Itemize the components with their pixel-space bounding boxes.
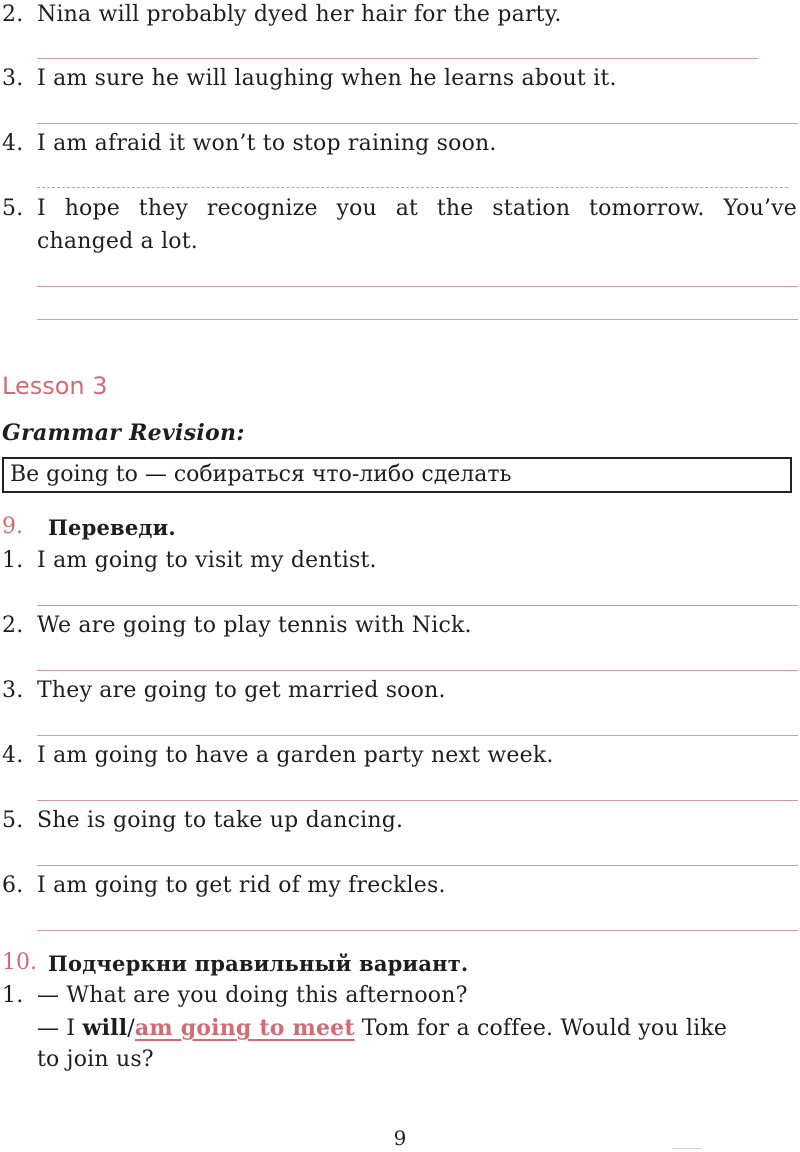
item-text: I am afraid it won’t to stop raining soon.	[37, 131, 497, 156]
dialogue-line: to join us?	[37, 1047, 154, 1072]
option-am-going-to-meet[interactable]: am going to meet	[134, 1015, 355, 1041]
item-number: 4.	[2, 743, 24, 768]
dialogue-text: Tom for a coffee. Would you like	[354, 1016, 728, 1041]
item-text: I hope they recognize you at the station tomorrow. You’ve	[37, 196, 797, 221]
item-number: 3.	[2, 678, 24, 703]
answer-line[interactable]	[37, 187, 788, 188]
exercise-heading: Подчеркни правильный вариант.	[48, 951, 469, 976]
item-text: I am going to get rid of my freckles.	[37, 873, 446, 898]
item-number: 3.	[2, 66, 24, 91]
dialogue-line	[37, 1015, 727, 1041]
dialogue-text: — I	[37, 1016, 83, 1041]
item-number: 6.	[2, 873, 24, 898]
item-text-continued: changed a lot.	[37, 229, 198, 254]
answer-line[interactable]	[37, 865, 798, 866]
answer-line[interactable]	[37, 605, 798, 606]
item-number: 1.	[2, 983, 24, 1008]
dialogue-line: — What are you doing this afternoon?	[37, 983, 468, 1008]
answer-line[interactable]	[37, 286, 798, 287]
item-number: 5.	[2, 808, 24, 833]
answer-line[interactable]	[37, 58, 758, 59]
option-will[interactable]: will	[82, 1015, 128, 1041]
exercise-number: 9.	[2, 514, 23, 539]
item-number: 5.	[2, 196, 24, 221]
item-text: We are going to play tennis with Nick.	[37, 613, 472, 638]
item-text: I am going to have a garden party next week.	[37, 743, 554, 768]
exercise-number: 10.	[2, 950, 37, 975]
answer-line[interactable]	[37, 123, 798, 124]
lesson-title: Lesson 3	[2, 372, 108, 400]
answer-line[interactable]	[37, 930, 798, 931]
grammar-rule-box	[2, 457, 792, 493]
item-text: Nina will probably dyed her hair for the party.	[37, 2, 562, 27]
answer-line[interactable]	[37, 670, 798, 671]
item-text: I am going to visit my dentist.	[37, 548, 377, 573]
item-text: I am sure he will laughing when he learns about it.	[37, 66, 617, 91]
item-number: 4.	[2, 131, 24, 156]
item-text: They are going to get married soon.	[37, 678, 446, 703]
grammar-revision-heading: Grammar Revision:	[2, 420, 245, 446]
answer-line[interactable]	[37, 319, 798, 320]
grammar-rule-text: Be going to — собираться что-либо сделать	[10, 462, 512, 487]
answer-line[interactable]	[37, 800, 798, 801]
option-separator: /	[127, 1016, 135, 1041]
exercise-heading: Переведи.	[48, 515, 176, 540]
page-number: 9	[393, 1126, 407, 1150]
footer-mark	[672, 1148, 702, 1149]
item-number: 2.	[2, 613, 24, 638]
item-number: 1.	[2, 548, 24, 573]
item-number: 2.	[2, 2, 24, 27]
item-text: She is going to take up dancing.	[37, 808, 404, 833]
answer-line[interactable]	[37, 735, 798, 736]
